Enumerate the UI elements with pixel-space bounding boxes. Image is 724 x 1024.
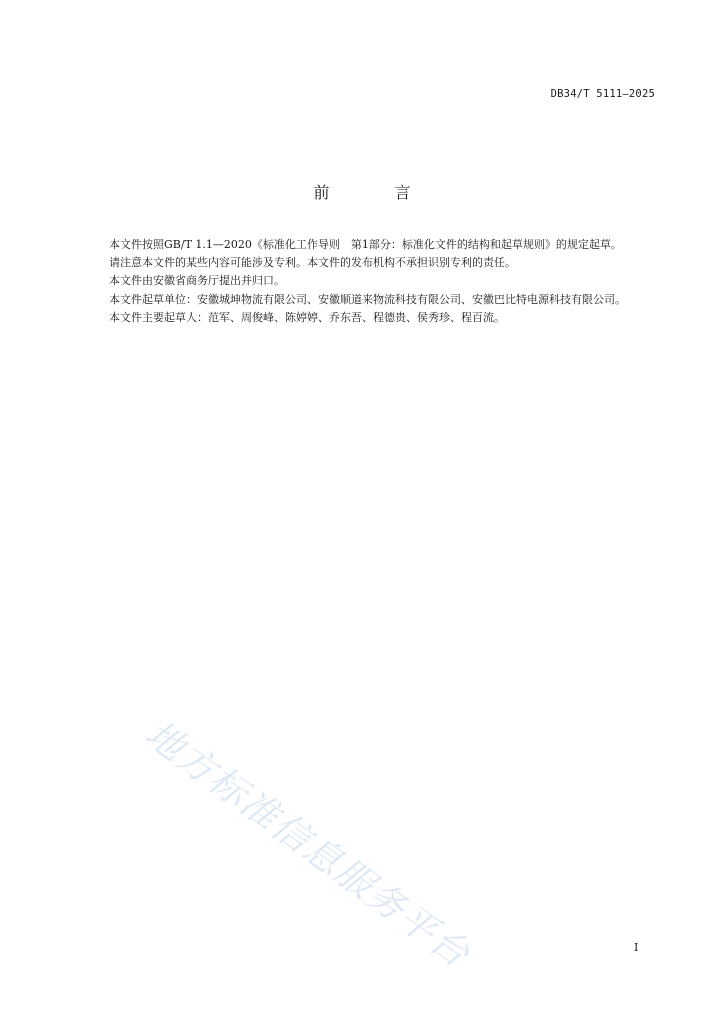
preface-paragraph: 本文件主要起草人：范军、周俊峰、陈婷婷、乔东吾、程德贵、侯秀珍、程百流。: [109, 310, 505, 324]
preface-paragraph: 本文件由安徽省商务厅提出并归口。: [109, 274, 285, 288]
preface-paragraph: 请注意本文件的某些内容可能涉及专利。本文件的发布机构不承担识别专利的责任。: [109, 256, 516, 270]
watermark: 地方标准信息服务平台: [137, 712, 479, 977]
document-code: DB34/T 5111—2025: [550, 88, 655, 100]
preface-body: [87, 236, 657, 327]
preface-paragraph: 本文件起草单位：安徽城坤物流有限公司、安徽顺道来物流科技有限公司、安徽巴比特电源科技有限公司。: [109, 292, 626, 306]
page-title: 前 言: [313, 183, 441, 202]
page-number: I: [634, 941, 639, 954]
preface-paragraph: 本文件按照GB/T 1.1—2020《标准化工作导则 第1部分：标准化文件的结构和起草规则》的规定起草。: [109, 238, 622, 251]
